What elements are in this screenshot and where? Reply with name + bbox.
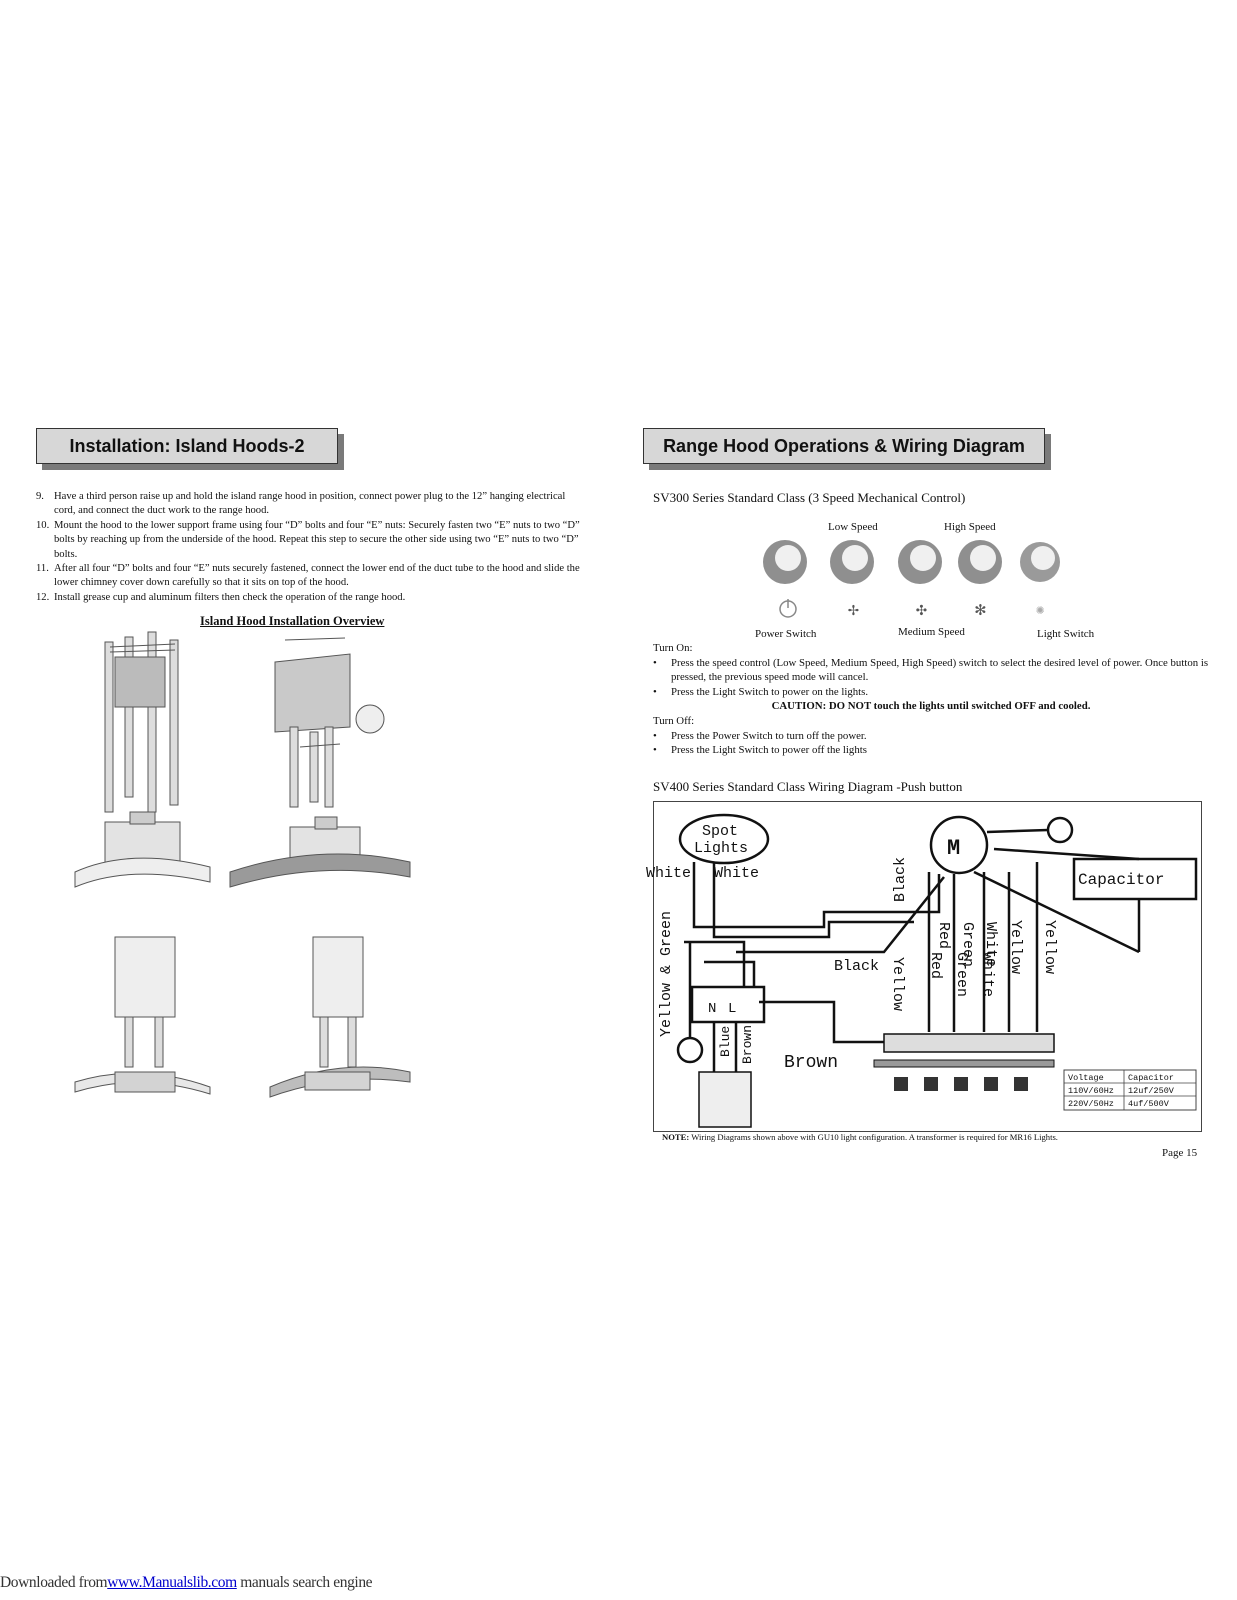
svg-text:✻: ✻ <box>975 601 986 621</box>
island-hood-installation-figure <box>70 632 420 1142</box>
note-text: Wiring Diagrams shown above with GU10 light configuration. A transformer is required for MR16 Lights. <box>691 1132 1058 1142</box>
turn-on-heading: Turn On: <box>653 642 693 654</box>
light-switch-knob <box>1020 542 1060 619</box>
wiring-white-lower-label: White <box>979 952 996 998</box>
wiring-yellow-lower-label: Yellow <box>889 957 906 1012</box>
section-header-installation <box>36 428 338 464</box>
chimney-illustration <box>275 638 384 807</box>
note-label: NOTE: <box>662 1132 690 1142</box>
footer-prefix: Downloaded from <box>0 1574 108 1591</box>
medium-speed-label: Medium Speed <box>898 626 965 638</box>
wiring-red-label: Red <box>935 922 952 950</box>
wiring-blue-label: Blue <box>718 1025 733 1057</box>
voltage-capacitor-table <box>1064 1070 1196 1110</box>
turn-off-bullet-2: • Press the Light Switch to power off the lights <box>653 743 1209 758</box>
ground-symbol-bottom <box>678 1038 702 1062</box>
table-r1c2: 12uf/250V <box>1128 1086 1174 1096</box>
hood-body-illustration <box>75 812 210 887</box>
step-12: 12. Install grease cup and aluminum filters then check the operation of the range hood. <box>36 591 406 603</box>
wiring-diagram <box>646 801 1202 1132</box>
control-knobs-panel <box>740 520 1070 620</box>
wiring-white-right-label: White <box>714 865 760 882</box>
assembled-hood-illustration-1 <box>75 937 210 1094</box>
support-frame-illustration <box>105 632 178 812</box>
wiring-lights-label: Lights <box>694 840 749 857</box>
power-switch-label: Power Switch <box>755 628 817 640</box>
wiring-capacitor-label: Capacitor <box>1078 871 1165 889</box>
section-header-text: Range Hood Operations & Wiring Diagram <box>663 435 1025 456</box>
wiring-brown-label: Brown <box>784 1053 839 1073</box>
overview-title: Island Hood Installation Overview <box>200 614 385 628</box>
manualslib-link[interactable]: www.Manualslib.com <box>107 1574 237 1591</box>
caution-text: CAUTION: DO NOT touch the lights until switched OFF and cooled. <box>771 700 1091 713</box>
wiring-note <box>662 1132 1058 1142</box>
wiring-yellow-green-label: Yellow & Green <box>658 910 675 1037</box>
wiring-l-label: L <box>728 1001 737 1017</box>
wiring-white-vert-label: White <box>982 922 999 968</box>
step-10: 10. Mount the hood to the lower support frame using four “D” bolts and four “E” nuts: Securely fasten two “E” nuts to two “D” bolts by reaching up from the underside of the hood. Repeat this step to secure the other side using two “E” nuts to two “D” bolts. <box>36 519 580 560</box>
footer-suffix: manuals search engine <box>236 1574 373 1591</box>
glass-hood-illustration <box>230 817 410 887</box>
page-number: Page 15 <box>1162 1147 1198 1159</box>
wiring-brown-vert-label: Brown <box>740 1024 755 1064</box>
table-r2c2: 4uf/500V <box>1128 1099 1169 1109</box>
svg-text:✢: ✢ <box>848 601 859 621</box>
wiring-spot-label: Spot <box>702 823 739 840</box>
wiring-green-lower-label: Green <box>953 952 970 998</box>
ground-symbol-top <box>1048 818 1072 842</box>
low-speed-label: Low Speed <box>828 521 878 533</box>
light-switch-label: Light Switch <box>1037 628 1095 640</box>
table-h1: Voltage <box>1068 1073 1104 1083</box>
operations-instructions <box>653 641 1209 758</box>
switch-bar <box>884 1034 1054 1052</box>
sv400-title: SV400 Series Standard Class Wiring Diagram -Push button <box>653 779 963 794</box>
svg-text:✣: ✣ <box>916 601 927 621</box>
turn-on-bullet-1: • Press the speed control (Low Speed, Medium Speed, High Speed) switch to select the desired level of power. Once button is pressed, the previous speed mode will cancel. <box>653 656 1209 685</box>
section-header-text: Installation: Island Hoods-2 <box>69 435 305 456</box>
wiring-yellow-right-label: Yellow <box>1041 920 1058 975</box>
wiring-motor-label: M <box>947 836 961 861</box>
table-r1c1: 110V/60Hz <box>1068 1086 1114 1096</box>
wiring-red-lower-label: Red <box>927 952 944 980</box>
section-header-operations <box>643 428 1045 464</box>
sv300-title: SV300 Series Standard Class (3 Speed Mechanical Control) <box>653 490 966 505</box>
low-speed-knob <box>830 540 874 621</box>
table-h2: Capacitor <box>1128 1073 1174 1083</box>
step-9: 9. Have a third person raise up and hold the island range hood in position, connect power plug to the 12” hanging electrical cord, and connect the duct work to the range hood. <box>36 491 566 517</box>
wiring-black-label: Black <box>892 856 909 902</box>
high-speed-label: High Speed <box>944 521 996 533</box>
turn-off-heading: Turn Off: <box>653 714 695 727</box>
high-speed-knob <box>958 540 1002 621</box>
wiring-black-lower-label: Black <box>834 958 880 975</box>
svg-text:✺: ✺ <box>1036 603 1045 619</box>
medium-speed-knob <box>898 540 942 621</box>
power-switch-knob <box>763 540 807 617</box>
wiring-green-label: Green <box>959 922 976 968</box>
wiring-n-label: N <box>708 1001 717 1017</box>
installation-steps <box>36 490 584 605</box>
step-11: 11. After all four “D” bolts and four “E” nuts securely fastened, connect the lower end of the duct tube to the hood and slide the lower chimney cover down carefully so that it sits on top of the hood. <box>36 563 580 589</box>
table-r2c1: 220V/50Hz <box>1068 1099 1114 1109</box>
wiring-yellow-label: Yellow <box>1007 920 1024 975</box>
wiring-white-left-label: White <box>646 865 692 882</box>
turn-on-bullet-2: • Press the Light Switch to power on the lights. <box>653 685 1209 700</box>
assembled-hood-illustration-2 <box>270 937 410 1097</box>
download-footer <box>0 1574 372 1592</box>
turn-off-bullet-1: • Press the Power Switch to turn off the power. <box>653 729 1209 744</box>
